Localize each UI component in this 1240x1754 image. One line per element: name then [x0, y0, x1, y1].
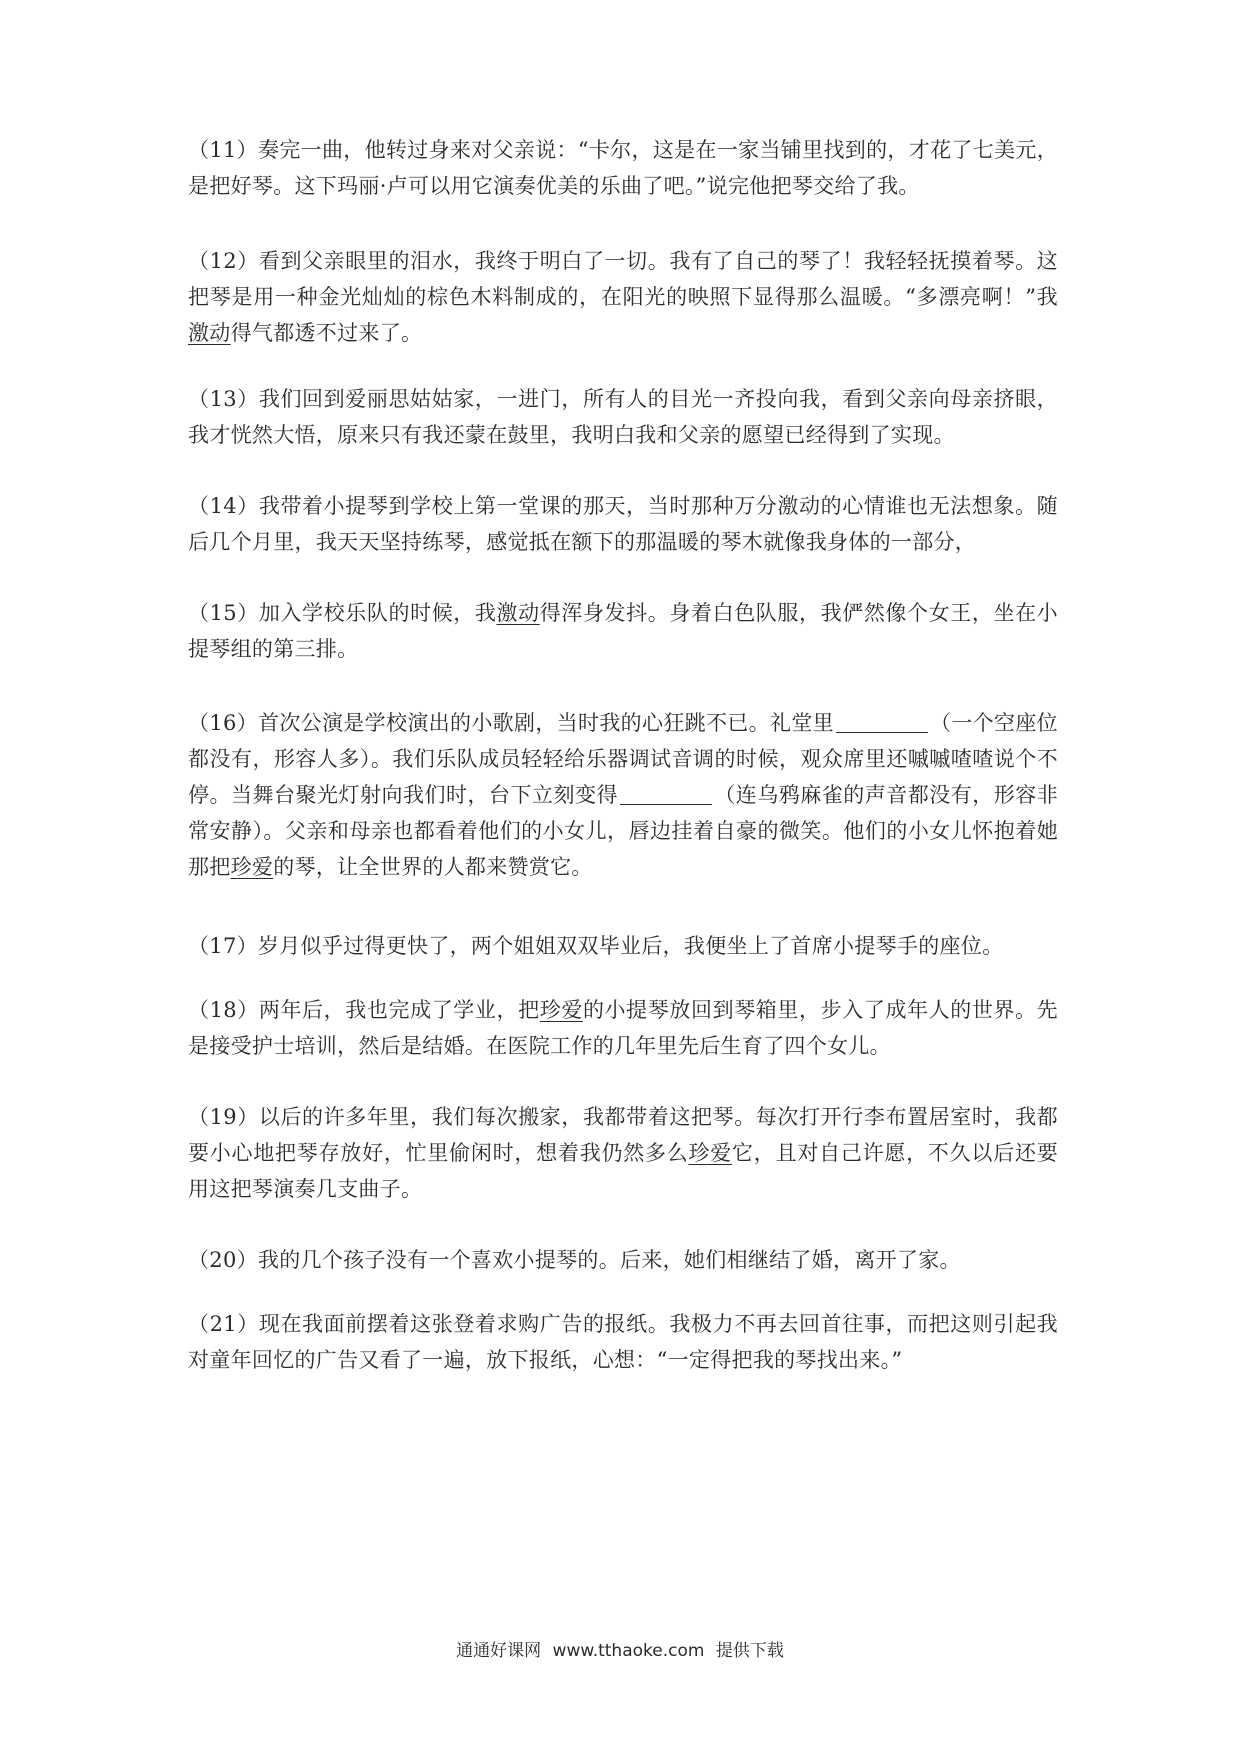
page-footer [0, 1636, 1240, 1661]
paragraph-13: （13）我们回到爱丽思姑姑家，一进门，所有人的目光一齐投向我，看到父亲向母亲挤眼，我才恍然大悟，原来只有我还蒙在鼓里，我明白我和父亲的愿望已经得到了实现。 [188, 387, 1058, 447]
paragraph-20: （20）我的几个孩子没有一个喜欢小提琴的。后来，她们相继结了婚，离开了家。 [188, 1248, 961, 1272]
paragraph-16: （16）首次公演是学校演出的小歌剧，当时我的心狂跳不已。礼堂里 （一个空座位都没有，形容人多）。我们乐队成员轻轻给乐器调试音调的时候，观众席里还嘁嘁喳喳说个不停。当舞台聚光灯射向我们时，台下立刻变得 （连乌鸦麻雀的声音都没有，形容非常安静）。父亲和母亲也都看着他们的小女儿，唇边挂着自豪的微笑。他们的小女儿怀抱着她那把珍爱的琴，让全世界的人都来赞赏它。 [188, 711, 1058, 879]
paragraph-15: （15）加入学校乐队的时候，我激动得浑身发抖。身着白色队服，我俨然像个女王，坐在小提琴组的第三排。 [188, 601, 1058, 661]
paragraph-17: （17）岁月似乎过得更快了，两个姐姐双双毕业后，我便坐上了首席小提琴手的座位。 [188, 934, 1004, 958]
paragraph-19: （19）以后的许多年里，我们每次搬家，我都带着这把琴。每次打开行李布置居室时，我都要小心地把琴存放好，忙里偷闲时，想着我仍然多么珍爱它，且对自己许愿，不久以后还要用这把琴演奏几支曲子。 [188, 1105, 1059, 1201]
footer-site-name: 通通好课网 [456, 1641, 542, 1661]
fill-in-blank-1[interactable] [836, 712, 928, 733]
footer-suffix: 提供下载 [715, 1641, 784, 1661]
paragraph-11: （11）奏完一曲，他转过身来对父亲说：“卡尔，这是在一家当铺里找到的，才花了七美元，是把好琴。这下玛丽·卢可以用它演奏优美的乐曲了吧。”说完他把琴交给了我。 [188, 138, 1058, 198]
paragraph-18: （18）两年后，我也完成了学业，把珍爱的小提琴放回到琴箱里，步入了成年人的世界。先是接受护士培训，然后是结婚。在医院工作的几年里先后生育了四个女儿。 [188, 998, 1058, 1058]
paragraph-14: （14）我带着小提琴到学校上第一堂课的那天，当时那种万分激动的心情谁也无法想象。随后几个月里，我天天坚持练琴，感觉抵在额下的那温暖的琴木就像我身体的一部分， [188, 494, 1058, 554]
underlined-word: 激动 [188, 321, 231, 345]
fill-in-blank-2[interactable] [620, 784, 712, 805]
paragraph-12: （12）看到父亲眼里的泪水，我终于明白了一切。我有了自己的琴了！我轻轻抚摸着琴。这把琴是用一种金光灿灿的棕色木料制成的，在阳光的映照下显得那么温暖。“多漂亮啊！”我激动得气都透不过来了。 [188, 249, 1058, 345]
underlined-word: 激动 [496, 601, 540, 625]
paragraph-21: （21）现在我面前摆着这张登着求购广告的报纸。我极力不再去回首往事，而把这则引起我对童年回忆的广告又看了一遍，放下报纸，心想：“一定得把我的琴找出来。” [188, 1312, 1058, 1372]
underlined-word: 珍爱 [230, 855, 274, 879]
underlined-word: 珍爱 [688, 1141, 733, 1165]
footer-url[interactable]: www.tthaoke.com [552, 1641, 705, 1661]
underlined-word: 珍爱 [539, 998, 583, 1022]
